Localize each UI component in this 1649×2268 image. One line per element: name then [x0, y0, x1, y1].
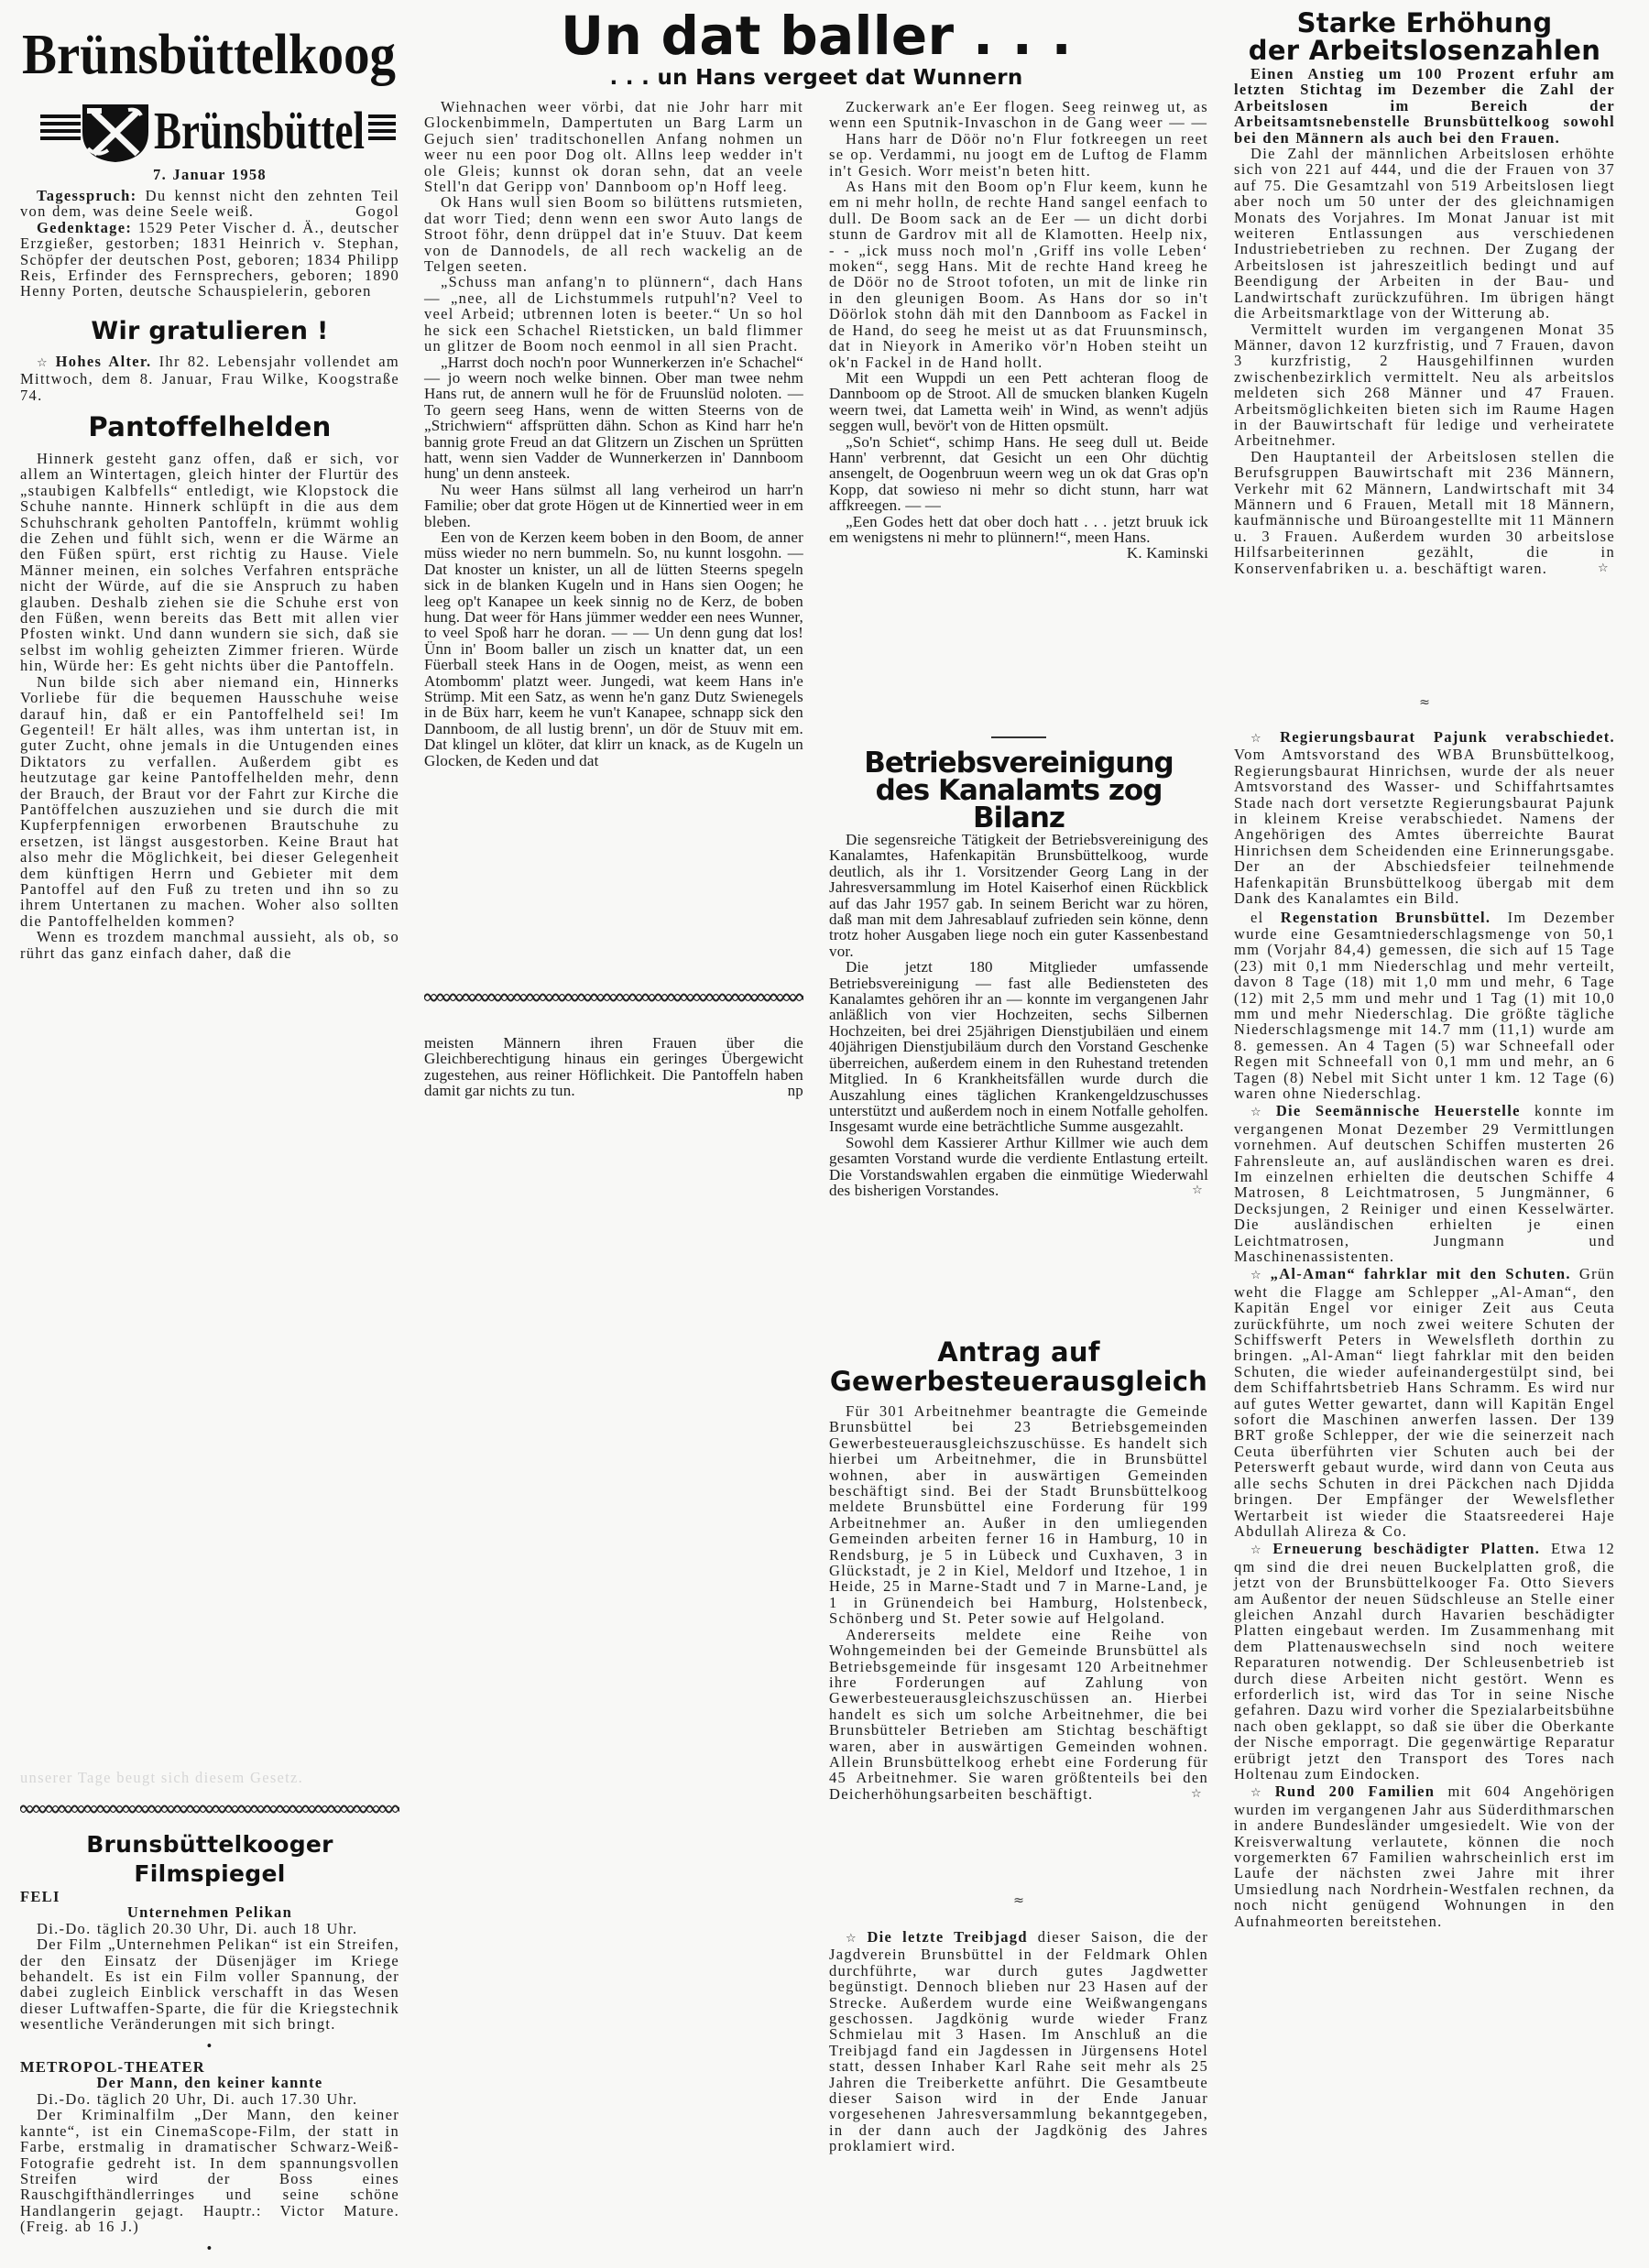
news-item: [1234, 910, 1615, 1101]
news-text: Etwa 12 qm sind die drei neuen Buckelplatten groß, die jetzt von der Brunsbüttelkooger Fa. Otto Sievers am Außentor der neuen Südschleuse an Stelle einer gleichen Anzahl durch Havarien beschädigter Platten eingebaut werden. Im Zusammenhang mit dem Plattenauswechseln sind noch weitere Reparaturen notwendig. Der Schleusenbetrieb ist durch diese Arbeiten nicht gestört. Wenn es erforderlich ist, wird das Tor in seine Nische gefahren. Dazu wird vorher die Spezialarbeitsbühne nach oben geklappt, so daß sie über die Oberkante der Nische emporragt. Die gegenwärtige Reparatur erübrigt jetzt den Transport des Tores nach Holtenau zum Eindocken.: [1234, 1540, 1615, 1783]
banner-left-icon: [40, 114, 81, 140]
masthead-logo: [20, 20, 399, 162]
treibjagd-text: dieser Saison, die der Jagdverein Brunsbüttel in der Feldmark Ohlen durchführte, war durch gutes Jagdwetter begünstigt. Dennoch blieben nur 23 Hasen auf der Strecke. Außerdem wurde eine Weißwangengans geschossen. Jagdkönig wurde wieder Franz Schmielau mit 3 Hasen. Im Anschluß an die Treibjagd fand ein Jagdessen in Jürgensens Hotel statt, dessen Inhaber Karl Rahe seit mehr als 25 Jahren die Treiberkette anführt. Die Gesamtbeute dieser Saison wird in der Ende Januar vorgesehenen Jahresversammlung bekanntgegeben, in der dann auch der Jagdkönig des Jahres proklamiert wird.: [829, 1928, 1208, 2155]
news-lead: Die Seemännische Heuerstelle: [1275, 1102, 1521, 1120]
masthead-subtitle: Brünsbüttel: [154, 101, 365, 160]
film-times: Di.-Do. täglich 20.30 Uhr, Di. auch 18 Uhr.: [37, 1919, 358, 1937]
lead-paragraph: Einen Anstieg um 100 Prozent erfuhr am letzten Stichtag im Dezember die Zahl der Arbeitslosen im Bereich der Arbeitsamtsnebenstelle Brunsbüttelkoog sowohl bei den Männern als auch bei den Frauen.: [1234, 65, 1615, 147]
paragraph: Een von de Kerzen keem boben in den Boom, de anner müss wieder no nern bummeln. So, nu kunnt losgohn. — Dat knoster un knister, un all de lütten Steerns spegeln sick in de blanken Kugeln und in Hans sien Oogen; he leeg op't Kanapee un keek sinnig no de Kerz, de boben hung. Dat weer för Hans jümmer wedder een nees Wunner, to veel Spoß harr he doran. — — Un denn gung dat los! Ünn in' Boom baller un zisch un knatter dat, un een Füerball steek Hans in de Oogen, meist, as wenn een Atombomm' platzt weer. Jungedi, wat keem Hans in'e Strümp. Mit een Satz, as wenn he'n ganz Dutz Swienegels in de Büx harr, keem he vun't Kanapee, schnapp sick den Dannboom, de all lustig brenn', un dör de Stuuv mit em. Dat klingel un klöter, dat klirr un knack, as de Kugeln un Glocken, de Keden und dat: [424, 528, 803, 769]
paragraph: Hinnerk gesteht ganz offen, daß er sich, vor allem an Wintertagen, gleich hinter der Flurtür des „staubigen Kalbfells“ entledigt, wie Klopstock die Schuhe nannte. Hinnerk schlüpft in die aus dem Schuhschrank geholten Pantoffeln, krümmt wohlig die Zehen und fühlt sich, wenn er die Wärme an den Füßen spürt, erst richtig zu Hause. Viele Männer meinen, ein solches Verfahren entspräche nicht der Würde, auf die sie Anspruch zu haben glauben. Deshalb ziehen sie die Schuhe erst von den Füßen, wenn bereits das Bett mit allen vier Pfosten winkt. Und dann wundern sie sich, daß sie selbst im wohlig geheizten Zimmer frieren. Würde hin, Würde her: Es geht nichts über die Pantoffeln.: [20, 450, 399, 675]
wave-divider: [20, 1803, 399, 1815]
paragraph: Ok Hans wull sien Boom so bilüttens rutsmieten, dat worr Tied; denn wenn een swor Auto langs de Stroot föhr, denn drüppel dat in'e Stuuv. Dat keem von de Dannodels, de all rech wackelig an de Telgen seeten.: [424, 193, 803, 276]
news-text: konnte im vergangenen Monat Dezember 29 Vermittlungen vornehmen. Auf deutschen Schiffen musterten 26 Fahrensleute an, auf ausländischen waren es drei. Im einzelnen erhielten die deutschen Schiffe 4 Matrosen, 8 Leichtmatrosen, 5 Jungmänner, 6 Decksjungen, 2 Reiniger und einen Kesselwärter. Die ausländischen erhielten je einen Leichtmatrosen, Jungmann und Maschinenassistenten.: [1234, 1102, 1616, 1265]
treibjagd-article: [829, 1929, 1208, 2154]
paragraph: Nun bilde sich aber niemand ein, Hinnerks Vorliebe für die bequemen Hausschuhe weise darauf hin, daß er ein Pantoffelheld sei! Im Gegenteil! Er hält alles, was ihm untertan ist, in guter Zucht, ohne jemals in die Untugenden eines Diktators zu verfallen. Außerdem gibt es heutzutage gar keine Pantoffelhelden mehr, denn der Brauch, der Braut vor der Fahrt zur Kirche die Pantöffelchen auszuziehen und sie durch die mit Kupferpfennigen erworbenen Brautschuhe zu ersetzen, ist längst ausgestorben. Keine Braut hat also mehr die Möglichkeit, bei dieser Gelegenheit dem künftigen Herrn und Gebieter mit dem Pantoffel auf den Fuß zu treten und ihn so zu ihrem Untertanen zu machen. Woher also sollten die Pantoffelhelden kommen?: [20, 672, 399, 930]
star-icon: ☆: [1250, 1543, 1268, 1558]
paragraph: Die segensreiche Tätigkeit der Betriebsvereinigung des Kanalamtes, Hafenkapitän Brunsbüttelkoog, wurde deutlich, als ihr 1. Vorsitzender Georg Lang in der Jahresversammlung im Hotel Kaiserhof einen Rückblick auf das Jahr 1957 gab. In seinem Bericht war zu hören, daß man mit dem Jahresablauf zufrieden sein könne, denn trotz hoher Ausgaben liege noch ein guter Kassenbestand vor.: [829, 831, 1208, 960]
author-signature: np: [787, 1082, 803, 1100]
wave-divider-wrap: [20, 1803, 399, 1830]
pantoffel-heading: Pantoffelhelden: [88, 411, 332, 442]
paragraph: Nu weer Hans sülmst all lang verheirod un harr'n Familie; ober dat grote Högen ut de Kinnertied weer in em bleben.: [424, 480, 803, 530]
tagesspruch-label: Tagesspruch:: [37, 187, 137, 204]
arbeitslose-article: [1234, 66, 1615, 696]
news-lead: Regierungsbaurat Pajunk verabschiedet.: [1280, 728, 1615, 746]
paragraph: Wenn es trozdem manchmal aussieht, als ob, so rührt das ganz einfach daher, daß die: [20, 928, 399, 962]
gedenktage: [20, 220, 399, 300]
tagesspruch: [20, 188, 399, 220]
local-news: [1234, 729, 1615, 1929]
baller-article-part1: [424, 99, 803, 991]
wave-divider: [424, 991, 803, 1004]
wave-divider-wrap: [424, 991, 803, 1035]
gedenktage-text: 1529 Peter Vischer d. Ä., deutscher Erzgießer, gestorben; 1831 Heinrich v. Stephan, Schöpfer der deutschen Post, geboren; 1834 Philipp Reis, Erfinder des Fernsprechers, geboren; 1890 Henny Porten, deutsche Schauspielerin, geboren: [20, 218, 399, 300]
paragraph: Mit een Wuppdi un een Pett achteran floog de Dannboom op de Stroot. All de smucken blanken Kugeln weern twei, dat Lametta weih' in Wind, as wenn't adjüs seggen wull, bevör't von de Hitten opsmült.: [829, 368, 1208, 435]
gratulation-text: Ihr 82. Lebensjahr vollendet am Mittwoch, dem 8. Januar, Frau Wilke, Koogstraße 74.: [20, 353, 399, 404]
paragraph: Für 301 Arbeitnehmer beantragte die Gemeinde Brunsbüttel bei 23 Betriebsgemeinden Gewerbesteuerausgleichszuschüsse. Es handelt sich hierbei um Arbeitnehmer, die in Brunsbüttel wohnen, aber in auswärtigen Gemeinden beschäftigt sind. Bei der Stadt Brunsbüttelkoog meldete Brunsbüttel eine Forderung für 199 Arbeitnehmer an. Außer in den umliegenden Gemeinden arbeiten ferner 16 in Hamburg, 10 in Rendsburg, je 5 in Lübeck und Cuxhaven, 3 in Glückstadt, je 2 in Kiel, Meldorf und Itzehoe, 1 in Heide, 25 in Marne-Stadt und 7 in Marne-Land, je 1 in Grünendeich bei Hamburg, Holstenbeck, Schönberg und St. Peter sowie auf Helgoland.: [829, 1402, 1208, 1628]
star-icon: ☆: [1250, 1106, 1271, 1120]
heading-line: Gewerbesteuerausgleich: [829, 1366, 1208, 1397]
star-icon: ☆: [1250, 1786, 1270, 1801]
bleed-through-text: unserer Tage beugt sich diesem Gesetz.: [20, 1769, 304, 1786]
paragraph: Den Hauptanteil der Arbeitslosen stellen die Berufsgruppen Bauwirtschaft mit 236 Männern, Verkehr mit 62 Männern, Landwirtschaft mit 34 Männern und 6 Frauen, Metall mit 18 Männern, kaufmännische und Büroangestellte mit 11 Männern u. 3 Frauen. Außerdem wurden 30 arbeitslose Hilfsarbeiterinnen gezählt, die in Konservenfabriken u. a. beschäftigt waren.: [1234, 447, 1615, 577]
news-item: [1234, 1783, 1615, 1929]
news-lead: „Al-Aman“ fahrklar mit den Schuten.: [1270, 1265, 1571, 1283]
film-description: Der Film „Unternehmen Pelikan“ ist ein Streifen, der den Einsatz der Düsenjäger im Kriege behandelt. Es ist ein Film voller Spannung, der dabei zugleich Einblick verschafft in das Wesen dieser Luftwaffen-Sparte, die für die Kriegstechnik wesentliche Veränderungen mit sich bringt.: [20, 1935, 399, 2034]
gratulation-heading: Wir gratulieren !: [91, 317, 329, 345]
betrieb-article: [829, 832, 1208, 1337]
paragraph: As Hans mit den Boom op'n Flur keem, kunn he em ni mehr holln, de rechte Hand sangel eenfach to dull. De Boom sack an de Eer — un dicht dorbi stunn de Gardrov mit all de Klamotten. Heelp nix, - - „ick muss noch mol'n ‚Griff ins volle Leben‘ moken“, segg Hans. Mit de rechte Hand kreeg he de Döör no de Stroot tofoten, un mit de linke rin in den gleunigen Boom. As Hans dor so in't Döörlok stohn däh mit den Dannboom as Fackel in de Hand, do seeg he meist ut as dat Fruunsminsch, dat in Nieyork in Ameriko vör'n Hoben steiht un ok'n Fackel in de Hand hollt.: [829, 178, 1208, 371]
paragraph: Die jetzt 180 Mitglieder umfassende Betriebsvereinigung — fast alle Bediensteten des Kanalamtes gehören ihr an — konnte im vergangenen Jahr anläßlich von vier Hochzeiten, sechs Silbernen Hochzeiten, bei drei 25jährigen Dienstjubiläen und einem 40jährigen Dienstjubiläum durch den Vorstand Geschenke überreichen, außerdem einem in den Ruhestand tretenden Mitglied. In 6 Krankheitsfällen wurde durch die Auszahlung eines täglichen Krankengeldzuschusses unterstützt und außerdem noch in einem Notfalle geholfen. Insgesamt wurde eine beträchtliche Summe ausgezahlt.: [829, 958, 1208, 1136]
heading-line: Starke Erhöhung: [1296, 7, 1553, 38]
star-icon: ☆: [1192, 1183, 1203, 1197]
paragraph: Vermittelt wurden im vergangenen Monat 35 Männer, davon 12 kurzfristig, und 7 Frauen, davon 3 kurzfristig, 2 Hausgehilfinnen wurden zwischenbezirklich vermittelt. Neu als arbeitslos meldeten sich 268 Männer und 47 Frauen. Arbeitsmöglichkeiten bieten sich im Raume Hagen in der Bauwirtschaft für ledige und verheiratete Arbeitnehmer.: [1234, 320, 1615, 450]
filmspiegel: [20, 1889, 399, 2256]
news-item: [1234, 1266, 1615, 1539]
gedenktage-label: Gedenktage:: [37, 218, 133, 236]
news-lead: Rund 200 Familien: [1274, 1783, 1436, 1801]
gratulation-article: [20, 354, 399, 409]
filmspiegel-heading: Brunsbüttelkooger Filmspiegel: [86, 1831, 333, 1887]
tagesspruch-author: Gogol: [355, 202, 399, 221]
news-lead: Erneuerung beschädigter Platten.: [1272, 1540, 1541, 1558]
antrag-article: [829, 1403, 1208, 1894]
heading-line: der Arbeitslosenzahlen: [1248, 35, 1601, 66]
star-icon: ☆: [1250, 1269, 1265, 1283]
column-2b: [829, 99, 1208, 2154]
paragraph: „Schuss man anfang'n to plünnern“, dach Hans — „nee, all de Lichstummels rutpuhl'n? Veel to veel Arbeid; utbrennen loten is beeter.“ Un so hol he sick een Schachel Rietsticken, un bald flimmer un glitzer de Boom noch eenmol in all sien Pracht.: [424, 273, 803, 355]
column-2a: [424, 99, 803, 1099]
small-wave-separator: ≈: [1419, 695, 1430, 710]
film-description: Der Kriminalfilm „Der Mann, den keiner kannte“, ist ein CinemaScope-Film, der statt in Farbe, erstmalig in dramatischer Schwarz-Weiß-Fotografie gedreht ist. In dem spannungsvollen Streifen wird der Boss eines Rauschgifthändlerringes und seine schöne Handlangerin gejagt. Hauptr.: Victor Mature. (Freig. ab 16 J.): [20, 2106, 399, 2236]
coat-of-arms-icon: [82, 104, 148, 162]
issue-date: 7. Januar 1958: [153, 166, 267, 183]
paragraph: Zuckerwark an'e Eer flogen. Seeg reinweg ut, as wenn een Sputnik-Invaschon in de Gang weer — —: [829, 98, 1208, 132]
bullet-icon: •: [206, 2036, 213, 2055]
cinema-name: FELI: [20, 1888, 60, 1905]
antrag-heading: [829, 1337, 1208, 1403]
news-text: Im Dezember wurde eine Gesamtniederschlagsmenge von 50,1 mm (Vorjahr 84,4) gemessen, die sich auf 15 Tage (23) mit 0,1 mm Niederschlag und mehr verteilt, davon 8 Tage (18) mit 1,0 mm und mehr, 6 Tage (12) mit 2,5 mm und mehr und 1 Tag (1) mit 10,0 mm und mehr Niederschlag. Die größte tägliche Niederschlagsmenge mit 14.7 mm (11,1) wurde am 8. gemessen. An 4 Tagen (5) war Schneefall oder Regen mit Schneefall von 0,1 mm und mehr, an 6 Tagen (8) Nebel mit Sicht unter 1 km. 12 Tage (6) waren ohne Niederschlag.: [1234, 909, 1616, 1102]
column-1: [20, 20, 399, 2256]
baller-subtitle: . . . un Hans vergeet dat Wunnern: [609, 66, 1023, 90]
tagesspruch-text: Du kennst nicht den zehnten Teil von dem, was deine Seele weiß.: [20, 187, 399, 221]
news-prefix: el: [1250, 909, 1281, 927]
treibjagd-lead: Die letzte Treibjagd: [867, 1928, 1028, 1946]
news-lead: Regenstation Brunsbüttel.: [1280, 909, 1491, 927]
arbeitslose-heading: [1234, 9, 1615, 66]
paragraph: „Een Godes hett dat ober doch hatt . . . jetzt bruuk ick em wenigstens ni mehr to plünnern!“, meen Hans.: [829, 512, 1208, 546]
paragraph: Andererseits meldete eine Reihe von Wohngemeinden bei der Gemeinde Brunsbüttel als Betriebsgemeinde für insgesamt 120 Arbeitnehmer ihre Forderungen auf Zahlung von Gewerbesteuerausgleichszuschüssen an. Hierbei handelt es sich um solche Arbeitnehmer, die bei Brunsbütteler Betrieben am Stichtag beschäftigt waren, aber in auswärtigen Gemeinden wohnen. Allein Brunsbüttelkoog erhebt eine Forderung für 45 Arbeitnehmer. Sie waren größtenteils bei den Deicherhöhungsarbeiten beschäftigt.: [829, 1625, 1208, 1803]
small-wave-separator: ≈: [1013, 1893, 1024, 1908]
news-item: [1234, 1541, 1615, 1782]
baller-headline: Un dat baller . . .: [561, 5, 1072, 67]
news-text: Vom Amtsvorstand des WBA Brunsbüttelkoog, Regierungsbaurat Hinrichsen, wurde der als neuer Amtsvorstand des Wasser- und Schiffahrtsamtes Stade nach dort versetzte Regierungsbaurat Pajunk in kleinem Kreise verabschiedet. Namens der Angehörigen des Amtes überreichte Baurat Hinrichsen dem Scheidenden eine Erinnerungsgabe. Der an der Abschiedsfeier teilnehmende Hafenkapitän Brunsbüttelkoog übergab mit dem Dank des Kanalamtes ein Bild.: [1234, 746, 1615, 908]
banner-right-icon: [368, 114, 396, 140]
star-icon: ☆: [1598, 561, 1610, 575]
news-text: mit 604 Angehörigen wurden im vergangenen Jahr aus Süderdithmarschen in andere Bundesländer umgesiedelt. Wie von der Kreisverwaltung verlautete, können die noch vorgemerkten 67 Familien wahrscheinlich erst im Laufe der nächsten zwei Jahre mit ihrer Umsiedlung nach Nordrhein-Westfalen rechnen, da noch nicht genügend Wohnungen in den Aufnahmeorten bereitstehen.: [1234, 1783, 1616, 1930]
news-item: [1234, 1103, 1615, 1264]
pantoffel-continuation: [424, 1035, 803, 1099]
paragraph: „Harrst doch noch'n poor Wunnerkerzen in'e Schachel“ — jo weern noch welke binnen. Ober man twee nehm Hans rut, de annern wull he för de Fruunslüd noloten. — To geern seeg Hans, wenn de witten Steerns von de „Strichwiern“ affsprütten dähn. Schon as Kind harr he'n bannig grote Freud an dat Glitzern un Zischen un Sprütten hatt, wenn sien Vadder de Wunnerkerzen in' Dannboom hung' un denn ansteek.: [424, 353, 803, 483]
star-icon: ☆: [1191, 1786, 1203, 1801]
paragraph: „So'n Schiet“, schimp Hans. He seeg dull ut. Beide Hann' verbrennt, dat Gesicht un een Ohr düchtig ansengelt, de Oogenbruun weern weg un ok dat Gras op'n Kopp, dat sowieso ni mehr so dicht stunn, harr wat affkreegen. — —: [829, 432, 1208, 515]
star-icon: ☆: [1250, 732, 1275, 746]
heading-line: Betriebsvereinigung: [864, 747, 1174, 780]
paragraph: Hans harr de Döör no'n Flur fotkreegen un reet se op. Verdammi, nu joogt em de Luftog de Flamm in't Gesich. Worr meist'n beten hitt.: [829, 129, 1208, 180]
film-times: Di.-Do. täglich 20 Uhr, Di. auch 17.30 Uhr.: [37, 2089, 358, 2108]
paragraph: Wiehnachen weer vörbi, dat nie Johr harr mit Glockenbimmeln, Dampertuten un Barg Larm un Gejuch sien' traditschonellen Anfang nohmen un weer nu een poor Dog olt. Allns leep wedder in't ole Gleis; kunnst ok doran sehn, dat an veele Stell'n dat Geripp von' Dannboom op'n Hoff leeg.: [424, 98, 803, 196]
masthead: [20, 20, 399, 167]
paragraph: Sowohl dem Kassierer Arthur Killmer wie auch dem gesamten Vorstand wurde die verdiente Entlastung erteilt. Die Vorstandswahlen ergaben die einmütige Wiederwahl des bisherigen Vorstandes.: [829, 1133, 1208, 1199]
pantoffel-article: [20, 451, 399, 1770]
tagesspruch-block: [20, 188, 399, 316]
news-item: [1234, 729, 1615, 906]
bullet-icon: •: [206, 2239, 213, 2257]
masthead-title: Brünsbüttelkoog: [22, 24, 396, 86]
news-text: Grün weht die Flagge am Schlepper „Al-Aman“, den Kapitän Engel vor einiger Zeit aus Ceuta zurückführte, um noch zwei weitere Schuten der Schiffswerft Peters in Wewelsfleth dorthin zu bringen. „Al-Aman“ liegt fahrklar mit den beiden Schuten, die wieder aufeinandergestülpt sind, bei dem Schiffahrtsbetrieb Hans Schramm. Es wird nur auf gutes Wetter gewartet, dann will Kapitän Engel sofort die Maschinen anwerfen lassen. Der 139 BRT große Schlepper, der wie die seinerzeit nach Ceuta überführten vier Schuten auch bei der Peterswerft gebaut wurde, wird dann von Ceuta aus alle sechs Schuten in drei Päckchen nach Djidda bringen. Der Empfänger der Wewelsflether Wertarbeit ist wieder die Staatsreederei Haje Abdullah Alireza & Co.: [1234, 1265, 1615, 1540]
heading-line: des Kanalamts zog Bilanz: [875, 774, 1163, 834]
star-icon: ☆: [37, 356, 50, 370]
continuation-text: meisten Männern ihren Frauen über die Gleichberechtigung hinaus ein geringes Übergewicht zugestehen, aus reiner Höflichkeit. Die Pantoffeln haben damit gar nichts zu tun.: [424, 1034, 803, 1100]
film-title: Der Mann, den keiner kannte: [96, 2074, 323, 2092]
column-3: [1234, 9, 1615, 1929]
gratulation-lead: Hohes Alter.: [55, 353, 152, 370]
film-title: Unternehmen Pelikan: [126, 1903, 293, 1922]
author-signature: K. Kaminski: [1126, 544, 1208, 562]
cinema-name: METROPOL-THEATER: [20, 2058, 206, 2077]
star-icon: ☆: [846, 1932, 862, 1946]
heading-line: Antrag auf: [937, 1336, 1100, 1368]
betrieb-heading: [829, 749, 1208, 832]
short-rule: [991, 736, 1046, 738]
paragraph: Die Zahl der männlichen Arbeitslosen erhöhte sich von 221 auf 444, und die der Frauen von 37 auf 75. Die Gesamtzahl von 519 Arbeitslosen liegt aber noch um 50 unter der des gleichnamigen Monats des Vorjahres. Im Monat Januar ist mit weiteren Entlassungen aus verschiedenen Industriebetrieben zu rechnen. Der Zugang der Arbeitslosen ist jahreszeitlich bedingt und auf Beendigung der Arbeiten in der Bau- und Landwirtschaft zurückzuführen. Im übrigen hängt die Arbeitsmarktlage von der Witterung ab.: [1234, 145, 1615, 322]
baller-article-part2: [829, 99, 1208, 733]
